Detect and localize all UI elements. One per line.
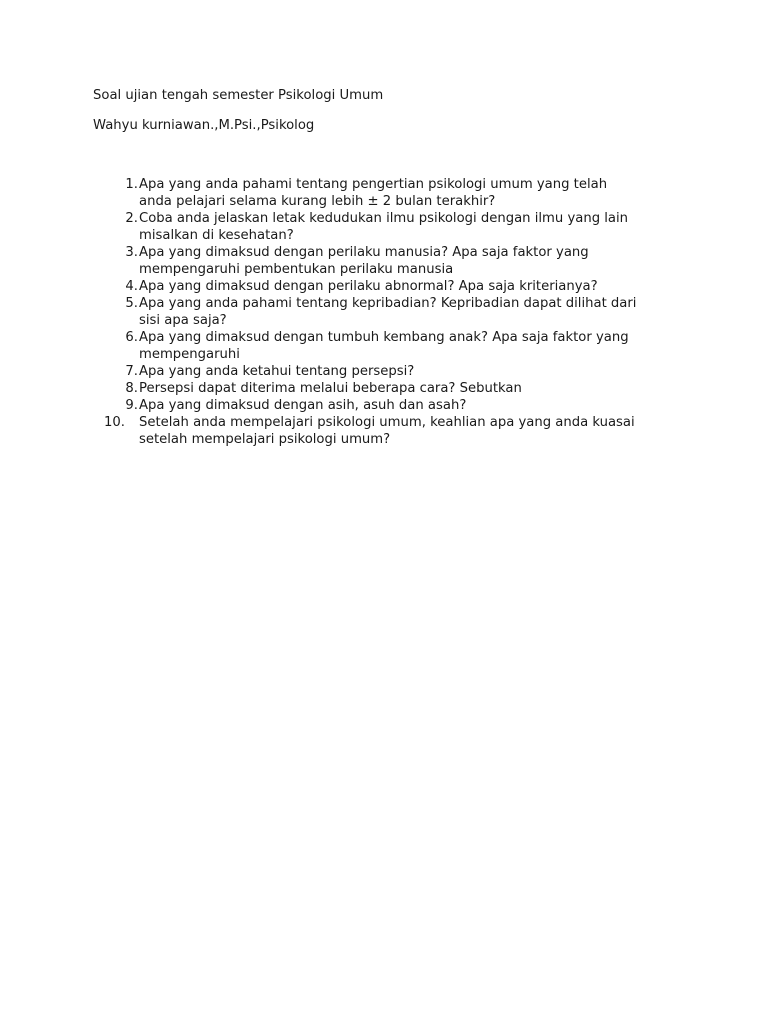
question-number: 2. xyxy=(125,211,138,226)
question-item xyxy=(106,363,706,380)
question-line: setelah mempelajari psikologi umum? xyxy=(139,432,391,447)
question-line: Apa yang anda ketahui tentang persepsi? xyxy=(139,364,415,379)
question-item xyxy=(106,278,706,295)
question-number: 6. xyxy=(125,330,138,345)
question-number: 9. xyxy=(125,398,138,413)
question-item xyxy=(106,380,706,397)
question-list xyxy=(106,176,706,448)
question-item xyxy=(106,244,706,278)
question-line: Setelah anda mempelajari psikologi umum, keahlian apa yang anda kuasai xyxy=(139,415,635,430)
question-number: 7. xyxy=(125,364,138,379)
question-item xyxy=(106,295,706,329)
document-author: Wahyu kurniawan.,M.Psi.,Psikolog xyxy=(93,118,315,133)
question-item xyxy=(106,414,706,448)
question-line: Apa yang anda pahami tentang kepribadian? Kepribadian dapat dilihat dari xyxy=(139,296,637,311)
question-line: Apa yang dimaksud dengan tumbuh kembang anak? Apa saja faktor yang xyxy=(139,330,629,345)
document-title: Soal ujian tengah semester Psikologi Umum xyxy=(93,88,384,103)
question-line: Apa yang dimaksud dengan asih, asuh dan asah? xyxy=(139,398,467,413)
question-number: 1. xyxy=(125,177,138,192)
question-number: 4. xyxy=(125,279,138,294)
question-item xyxy=(106,329,706,363)
question-line: sisi apa saja? xyxy=(139,313,227,328)
question-number: 10. xyxy=(104,415,125,430)
question-item xyxy=(106,397,706,414)
question-number: 5. xyxy=(125,296,138,311)
question-item xyxy=(106,176,706,210)
question-line: mempengaruhi pembentukan perilaku manusia xyxy=(139,262,454,277)
question-line: Apa yang anda pahami tentang pengertian psikologi umum yang telah xyxy=(139,177,608,192)
question-line: Coba anda jelaskan letak kedudukan ilmu psikologi dengan ilmu yang lain xyxy=(139,211,629,226)
question-line: anda pelajari selama kurang lebih ± 2 bulan terakhir? xyxy=(139,194,496,209)
question-number: 8. xyxy=(125,381,138,396)
question-line: Persepsi dapat diterima melalui beberapa cara? Sebutkan xyxy=(139,381,522,396)
question-line: Apa yang dimaksud dengan perilaku manusia? Apa saja faktor yang xyxy=(139,245,589,260)
question-line: Apa yang dimaksud dengan perilaku abnormal? Apa saja kriterianya? xyxy=(139,279,598,294)
question-item xyxy=(106,210,706,244)
question-line: mempengaruhi xyxy=(139,347,240,362)
question-number: 3. xyxy=(125,245,138,260)
question-line: misalkan di kesehatan? xyxy=(139,228,294,243)
